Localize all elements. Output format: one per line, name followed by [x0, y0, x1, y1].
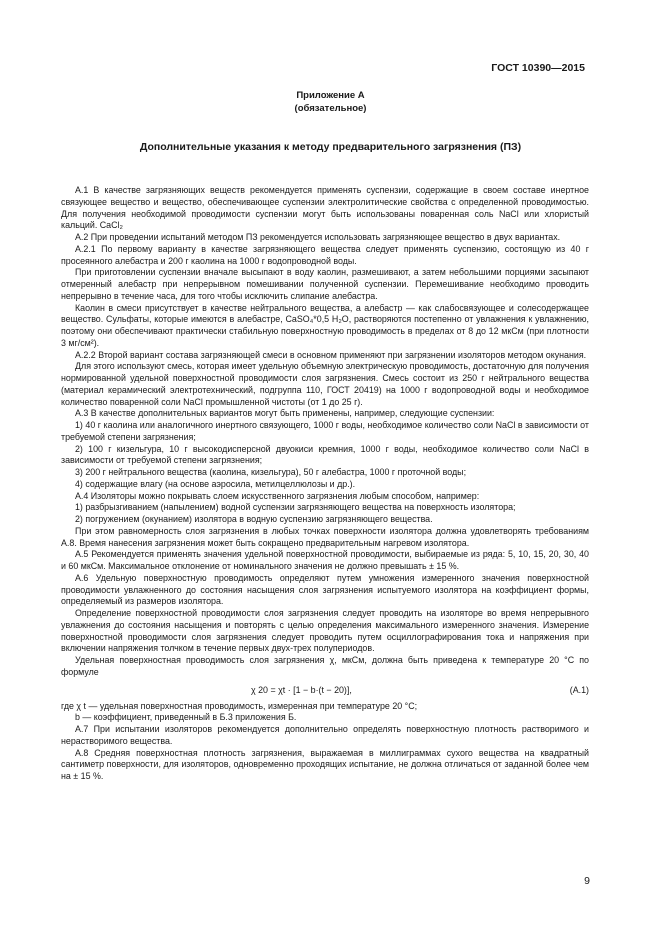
paragraph: Для этого используют смесь, которая имеет удельную объемную электрическую проводимость, достаточную для получения нормированной удельной поверхностной проводимости слоя загрязнения. Смесь состоит из 250 г нейтрального вещества (материал керамический электротехнический, подгруппа 110, ГОСТ 20419) на 1000 г водопроводной воды и необходимое количество поваренной соли NaCl промышленной чистоты (от 1 до 25 г). — [61, 361, 589, 407]
appendix-title: Приложение А — [296, 90, 365, 101]
paragraph: А.3 В качестве дополнительных вариантов могут быть применены, например, следующие суспензии: — [75, 408, 495, 419]
paragraph: А.6 Удельную поверхностную проводимость определяют путем умножения измеренного значения поверхностной проводимости увлажненного до состояния насыщения слоя загрязнения испытуемого изолятора на коэффициент формы, определяемый из размеров изолятора. — [61, 572, 589, 607]
paragraph: Удельная поверхностная проводимость слоя загрязнения χ, мкСм, должна быть приведена к температуре 20 °С по формуле — [61, 655, 589, 677]
paragraph: Каолин в смеси присутствует в качестве нейтрального вещества, а алебастр — как слабосвязующее и солесодержащее вещество. Сульфаты, которые имеются в алебастре, CaSO₄*0,5 H₂O, растворяются постепенно от увлажнения к увлажнению, поэтому они обеспечивают практически стабильную поверхностную проводимость в пределах от 8 до 12 мкСм (при плотности 3 мг/см²). — [61, 302, 589, 348]
paragraph: При этом равномерность слоя загрязнения в любых точках поверхности изолятора должна удовлетворять требованиям А.8. Время нанесения загрязнения может быть сокращено предварительным нагревом изолятора. — [61, 525, 589, 548]
paragraph: А.2 При проведении испытаний методом ПЗ рекомендуется использовать загрязняющее вещество в двух вариантах. — [75, 232, 561, 242]
paragraph: А.2.1 По первому варианту в качестве загрязняющего вещества следует применять суспензию, состоящую из 40 г просеянного алебастра и 200 г каолина на 1000 г водопроводной воды. — [61, 243, 589, 266]
paragraph: При приготовлении суспензии вначале высыпают в воду каолин, размешивают, а затем небольшими порциями засыпают отмеренный алебастр при непрерывном помешивании полученной суспензии. Перемешивание необходимо проводить непрерывно в течение часа, для того чтобы исключить слипание алебастра. — [61, 267, 589, 301]
document-body — [61, 185, 589, 783]
page-number: 9 — [584, 875, 590, 887]
formula-row — [61, 681, 589, 701]
formula-number: (А.1) — [569, 684, 589, 695]
page-title: Дополнительные указания к методу предварительного загрязнения (ПЗ) — [139, 141, 522, 153]
paragraph: А.7 При испытании изоляторов рекомендуется дополнительно определять поверхностную плотность растворимого и нерастворимого вещества. — [61, 724, 589, 746]
paragraph: где χ t — удельная поверхностная проводимость, измеренная при температуре 20 °С; — [61, 700, 418, 711]
appendix-status: (обязательное) — [294, 103, 367, 114]
paragraph: А.2.2 Второй вариант состава загрязняющей смеси в основном применяют при загрязнении изоляторов методом окунания. — [75, 349, 587, 360]
paragraph: А.5 Рекомендуется применять значения удельной поверхностной проводимости, выбираемые из ряда: 5, 10, 15, 20, 30, 40 и 60 мкСм. Максимальное отклонение от номинального значения не должно превышать ± 15 %. — [61, 549, 589, 571]
list-item: 3) 200 г нейтрального вещества (каолина, кизельгура), 50 г алебастра, 1000 г проточной воды; — [75, 467, 467, 477]
paragraph: b — коэффициент, приведенный в Б.3 приложения Б. — [75, 712, 297, 723]
list-item: 1) 40 г каолина или аналогичного инертного связующего, 1000 г воды, необходимое количество соли NaCl в зависимости от требуемой степени загрязнения; — [61, 420, 589, 442]
paragraph: А.1 В качестве загрязняющих веществ рекомендуется применять суспензии, содержащие в своем составе инертное связующее вещество и вещество, обеспечивающее суспензии электролитические свойства с определенной проводимостью. Для получения необходимой проводимости суспензии могут быть использованы поваренная соль NaCl или хлористый кальций. CaCl₂ — [61, 185, 589, 231]
list-item: 2) 100 г кизельгура, 10 г высокодисперсной двуокиси кремния, 1000 г воды, необходимое количество соли NaCl в зависимости от требуемой степени загрязнения; — [61, 443, 589, 466]
document-id: ГОСТ 10390—2015 — [491, 62, 585, 74]
list-item: 2) погружением (окунанием) изолятора в водную суспензию загрязняющего вещества. — [75, 514, 433, 524]
list-item: 1) разбрызгиванием (напылением) водной суспензии загрязняющего вещества на поверхность изолятора; — [75, 502, 516, 513]
formula: χ 20 = χt · [1 − b·(t − 20)], — [251, 684, 352, 695]
paragraph: А.4 Изоляторы можно покрывать слоем искусственного загрязнения любым способом, например: — [75, 490, 480, 501]
list-item: 4) содержащие влагу (на основе аэросила, метилцеллюлозы и др.). — [75, 478, 356, 489]
paragraph: А.8 Средняя поверхностная плотность загрязнения, выражаемая в миллиграммах сухого вещества на квадратный сантиметр поверхности, для изоляторов, одновременно проходящих испытание, не должна отличаться от заданной более чем на ± 15 %. — [61, 747, 589, 781]
paragraph: Определение поверхностной проводимости слоя загрязнения следует проводить на изоляторе во время непрерывного увлажнения до состояния насыщения и повторять с целью определения максимального измеренного значения. Измерение поверхностной проводимости слоя загрязнения следует проводить путем осциллографирования тока и напряжения при включении напряжения толчком в течение первых двух-трех полупериодов. — [61, 608, 589, 654]
